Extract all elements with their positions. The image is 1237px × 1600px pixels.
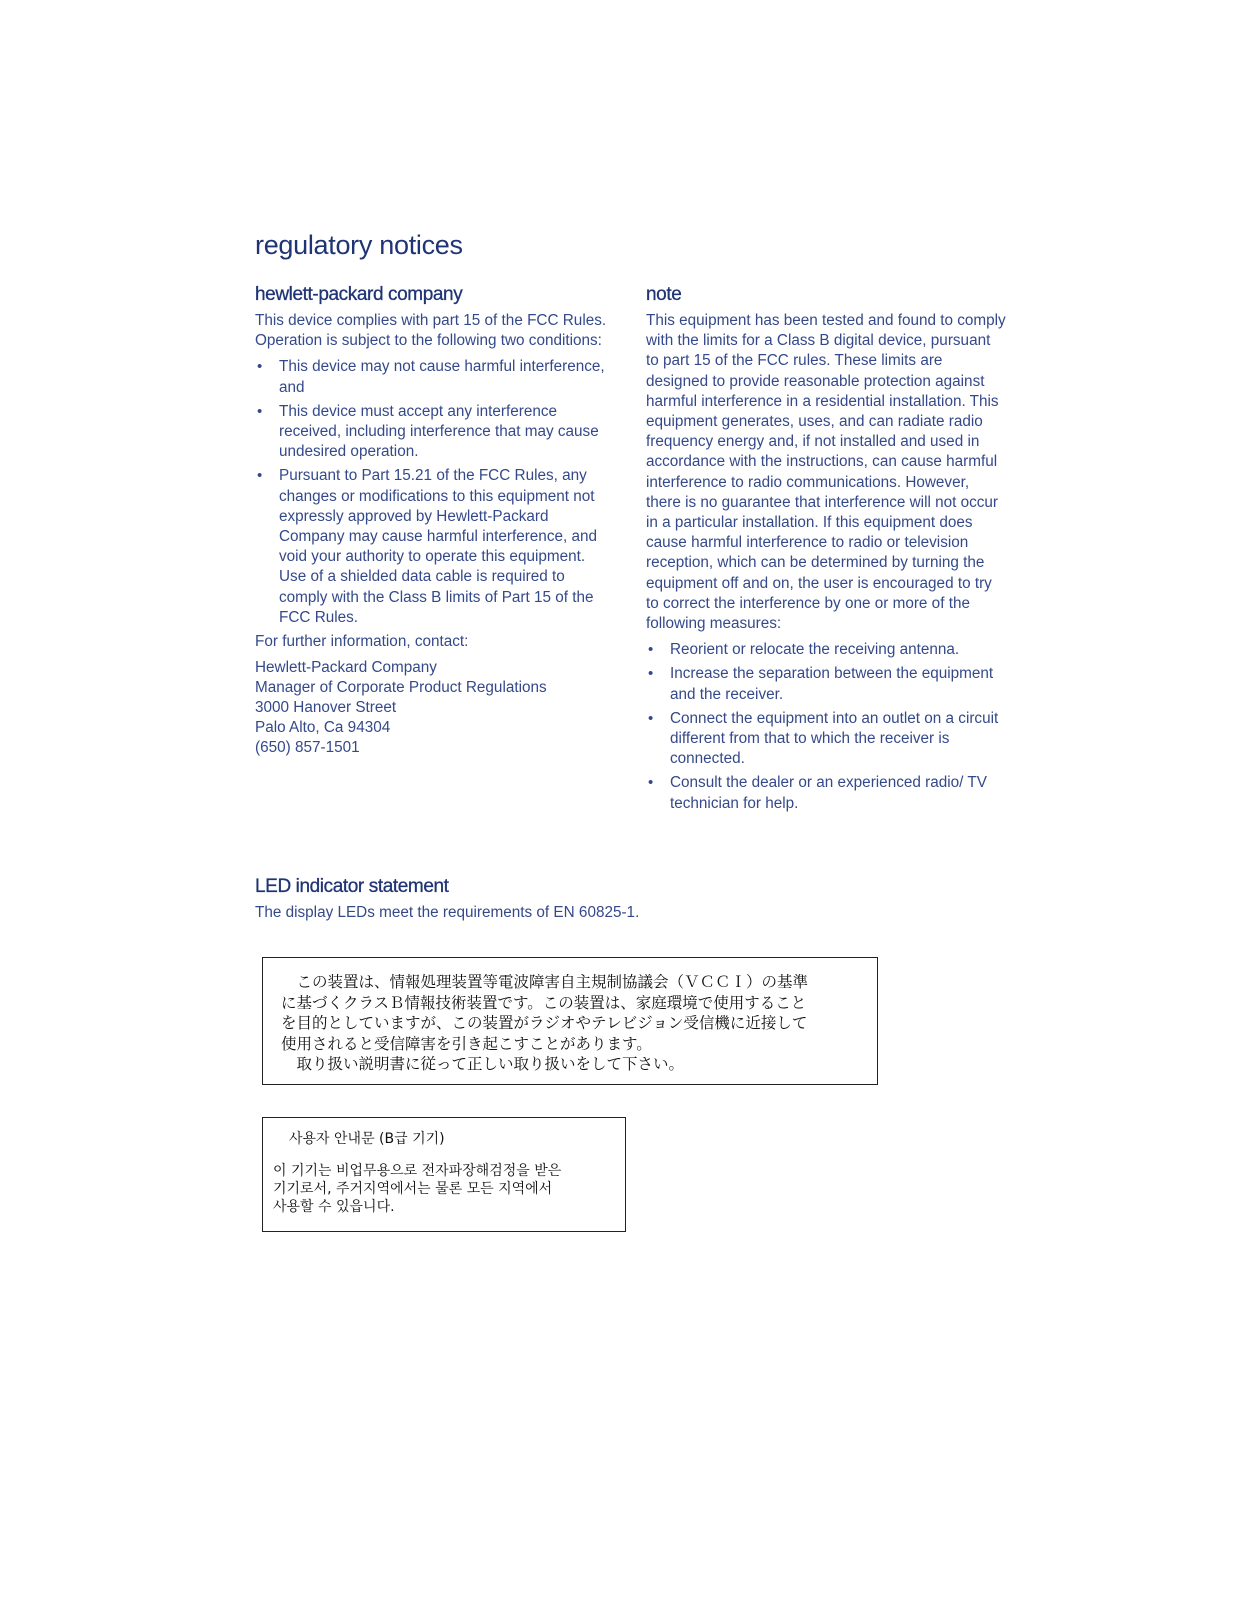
vcci-notice-box — [262, 957, 878, 1085]
list-item-text: This device may not cause harmful interference, and — [279, 358, 605, 396]
vcci-line: 使用されると受信障害を引き起こすことがあります。 — [281, 1034, 652, 1053]
section-heading-hp: hewlett-packard company — [255, 284, 463, 305]
list-item-text: Consult the dealer or an experienced radio/ TV technician for help. — [670, 774, 987, 812]
note-section — [646, 283, 1006, 818]
bullet-icon: • — [257, 467, 263, 485]
address-line: Hewlett-Packard Company — [255, 659, 437, 677]
address-line: Manager of Corporate Product Regulations — [255, 679, 547, 697]
list-item-text: Reorient or relocate the receiving antenna. — [670, 641, 960, 659]
list-item-text: Connect the equipment into an outlet on a circuit different from that to which the receiver is connected. — [670, 709, 999, 768]
contact-intro-text: For further information, contact: — [255, 633, 469, 651]
list-item — [255, 357, 607, 397]
bullet-icon: • — [257, 402, 263, 420]
korean-notice-title: 사용자 안내문 (B급 기기) — [289, 1131, 445, 1147]
bullet-icon: • — [648, 774, 654, 792]
korean-notice-line: 사용할 수 있읍니다. — [273, 1199, 395, 1215]
vcci-line: この装置は、情報処理装置等電波障害自主規制協議会（ＶＣＣＩ）の基準 — [281, 973, 809, 991]
vcci-line: 取り扱い説明書に従って正しい取り扱いをして下さい。 — [281, 1055, 685, 1073]
korean-notice-line: 기기로서, 주거지역에서는 물론 모든 지역에서 — [273, 1181, 553, 1197]
bullet-icon: • — [648, 641, 654, 659]
list-item-text: Pursuant to Part 15.21 of the FCC Rules, any changes or modifications to this equipment not expressly approved by Hewlett-Packard Company may cause harmful interference, and void your authority to operate this equipment. Use of a shielded data cable is required to comply with the Class B limits of Part 15 of the FCC Rules. — [279, 467, 597, 626]
list-item — [646, 709, 1006, 770]
korean-notice-box — [262, 1117, 626, 1232]
address-line: 3000 Hanover Street — [255, 699, 397, 717]
vcci-line: に基づくクラスＢ情報技術装置です。この装置は、家庭環境で使用すること — [281, 993, 807, 1012]
contact-address — [255, 658, 607, 758]
hp-intro-text: This device complies with part 15 of the FCC Rules. Operation is subject to the following two conditions: — [255, 312, 607, 350]
note-body-text: This equipment has been tested and found to comply with the limits for a Class B digital device, pursuant to part 15 of the FCC rules. These limits are designed to provide reasonable protection against harmful interference in a residential installation. This equipment generates, uses, and can radiate radio frequency energy and, if not installed and used in accordance with the instructions, can cause harmful interference to radio communications. However, there is no guarantee that interference will not occur in a particular installation. If this equipment does cause harmful interference to radio or television reception, which can be determined by turning the equipment off and on, the user is encouraged to try to correct the interference by one or more of the following measures: — [646, 312, 1006, 633]
korean-notice-line: 이 기기는 비업무용으로 전자파장해검정을 받은 — [273, 1163, 562, 1179]
bullet-icon: • — [257, 358, 263, 376]
led-body-text: The display LEDs meet the requirements of EN 60825-1. — [255, 904, 640, 921]
list-item-text: This device must accept any interference received, including interference that may cause undesired operation. — [279, 402, 599, 461]
list-item — [255, 402, 607, 463]
led-section — [255, 875, 955, 929]
hp-company-section — [255, 283, 607, 758]
note-measures-list — [646, 640, 1006, 814]
list-item — [255, 466, 607, 628]
page-title: regulatory notices — [255, 230, 463, 260]
hp-conditions-list — [255, 357, 607, 628]
vcci-line: を目的としていますが、この装置がラジオやテレビジョン受信機に近接して — [281, 1014, 808, 1032]
section-heading-note: note — [646, 284, 682, 305]
bullet-icon: • — [648, 665, 654, 683]
list-item — [646, 773, 1006, 813]
list-item — [646, 640, 1006, 660]
address-line: Palo Alto, Ca 94304 — [255, 719, 391, 737]
list-item — [646, 664, 1006, 704]
bullet-icon: • — [648, 709, 654, 727]
phone-number: (650) 857-1501 — [255, 739, 360, 757]
section-heading-led: LED indicator statement — [255, 876, 449, 897]
list-item-text: Increase the separation between the equipment and the receiver. — [670, 665, 994, 703]
